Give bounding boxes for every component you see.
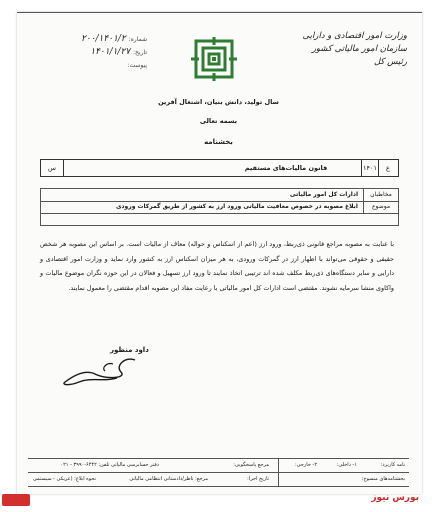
column-divider (278, 459, 279, 472)
letter-number: ۲۰۰/۱۴۰۱/۲ (80, 34, 126, 44)
circular-body: با عنایت به مصوبه مراجع قانونی ذی‌ربط، ورود ارز (اعم از اسکناس و حواله) معاف از مالیات است. بر اساس این مصوبه هر شخص حقیقی و حقوقی می‌تواند با اظهار ارز در گمرکات ورودی، به هر میزان اسکناس ارز به کشور وارد نماید و وزارت امور اقتصادی و دارایی و سایر دستگاه‌های ذی‌ربط مکلف شده اند ترتیبی اتخاذ نمایند تا ورود ارز تسهیل و فعالان در این حوزه نگران موضوع مالیات و واکاوی منشا سرمایه نشوند. مقتضی است ادارات کل امور مالیاتی با رعایت مفاد این مصوبه اقدام مقتضی را معمول نمایند. (40, 240, 394, 292)
ministry-line: رئیس کل (373, 57, 407, 67)
footer-row-2 (28, 473, 409, 487)
number-label: شماره: (128, 36, 147, 43)
signature-image (55, 352, 143, 390)
source-watermark: بورس نیوز (371, 493, 419, 503)
reference-label: مرجع پاسخگویی: (233, 462, 269, 468)
ministry-line: سازمان امور مالیاتی کشور (311, 44, 407, 54)
audience-value: ادارات کل امور مالیاتی (289, 191, 358, 198)
audience-label: مخاطبان (363, 189, 398, 201)
source-logo-mark (2, 494, 30, 506)
date-label: تاریخ: (133, 49, 147, 56)
subject-row (41, 201, 398, 214)
reference-value: دفتر حسابرسی مالیاتی تلفن: ۶۴۴۲-۳۹۹۰ - ۰۲۱ (60, 462, 159, 468)
subject-value: ابلاغ مصوبه در خصوص معافیت مالیاتی ورود ارز به کشور از طریق گمرکات ورودی (115, 203, 358, 210)
reference-code: مرجع: ناظر/دادستانی انتظامی مالیاتی (129, 476, 208, 482)
meta-table (40, 188, 399, 226)
column-divider (278, 473, 279, 486)
notification-method: نحوه ابلاغ: (عربکی - سیستمی (32, 476, 96, 482)
year-slogan: سال تولید، دانش بنیان، اشتغال آفرین (158, 98, 279, 106)
subject-label: موضوع (363, 201, 398, 213)
footer-row-1 (28, 459, 409, 473)
bismillah: بسمه تعالی (199, 117, 238, 125)
law-title: قانون مالیات‌های مستقیم (244, 164, 328, 172)
circular-year: ۱۴۰۱ (361, 160, 379, 176)
letter-reference (32, 33, 147, 72)
attachment-label: پیوست: (127, 62, 147, 69)
internal-label: ۱- داخلی: (336, 462, 357, 468)
tax-organization-logo (191, 37, 237, 81)
ministry-line: وزارت امور اقتصادی و دارایی (302, 31, 407, 41)
letter-date: ۱۴۰۱/۱/۲۷ (90, 47, 131, 57)
external-label: ۲- خارجی: (294, 462, 317, 468)
code-label: س (41, 160, 64, 176)
cancelled-circulars-label: بخشنامه‌های منسوخ: (361, 476, 405, 482)
footer-table (28, 458, 409, 487)
ministry-heading (267, 30, 407, 69)
execution-date-label: تاریخ اجرا: (247, 476, 269, 482)
signer-name: داود منظور (110, 346, 149, 354)
number-label: ع (386, 164, 390, 172)
circular-header-row (40, 159, 399, 177)
top-border (17, 12, 422, 13)
copy-label: نامه کاربرد: (380, 462, 405, 468)
document-type: بخشنامه (204, 138, 233, 146)
